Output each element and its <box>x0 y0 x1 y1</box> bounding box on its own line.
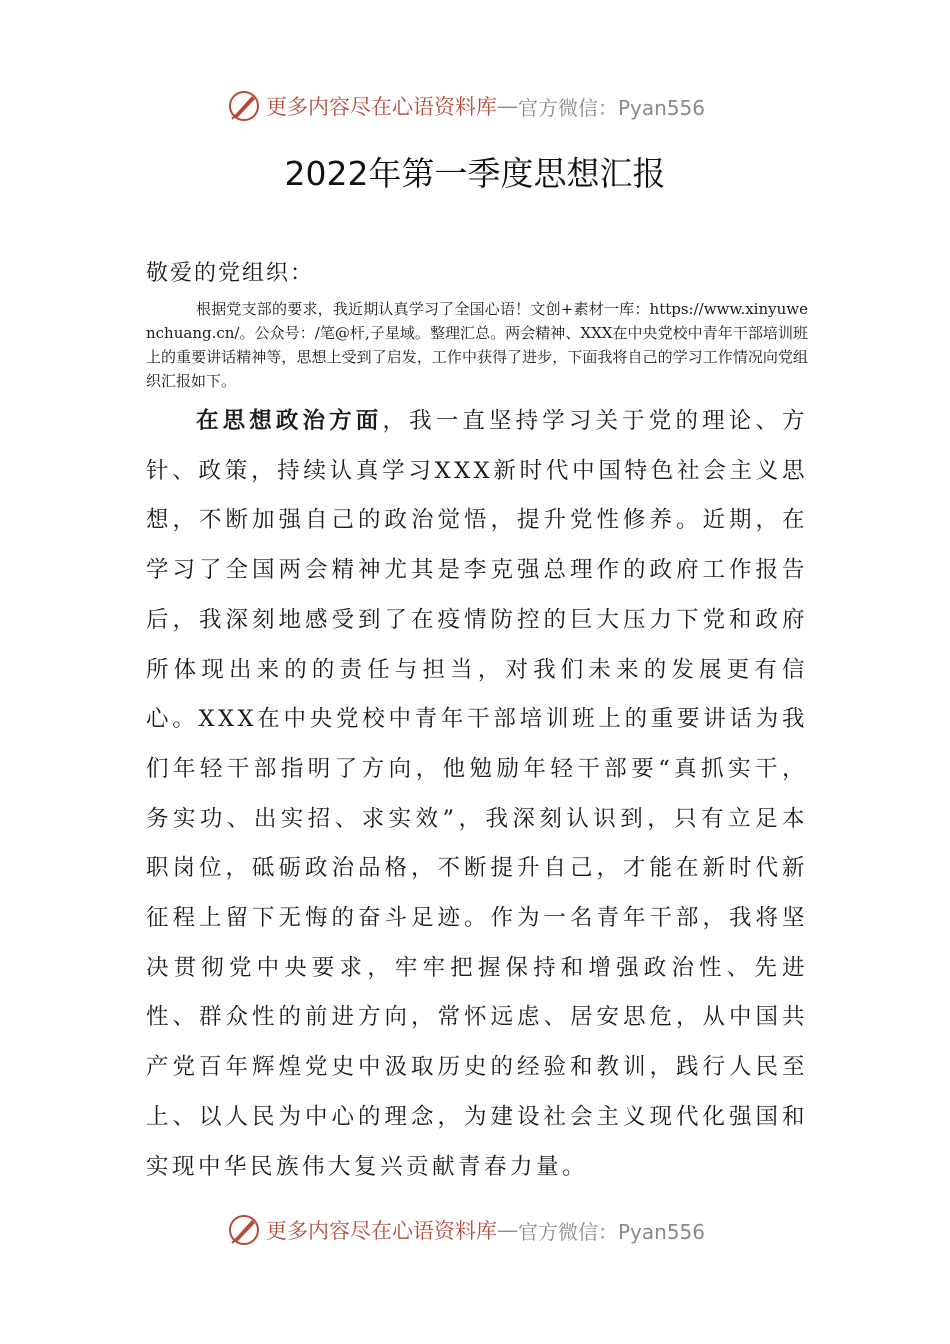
banner-wechat-text: 官方微信：Pyan556 <box>518 95 706 120</box>
quill-logo-icon <box>226 88 262 124</box>
header-watermark-banner <box>226 84 705 128</box>
footer-watermark-banner <box>226 1208 705 1252</box>
banner-brand-text: 更多内容尽在心语资料库 <box>266 95 497 119</box>
intro-paragraph: 根据党支部的要求，我近期认真学习了全国心语！文创+素材一库：https://www.xinyuwenchuang.cn/。公众号：/笔@杆,子星域。整理汇总。两会精神、XXX在中央党校中青年干部培训班上的重要讲话精神等，思想上受到了启发，工作中获得了进步，下面我将自己的学习工作情况向党组织汇报如下。 <box>146 300 808 390</box>
quill-logo-icon <box>226 1212 262 1248</box>
banner-separator: — <box>497 94 518 118</box>
banner-brand-text: 更多内容尽在心语资料库 <box>266 1219 497 1243</box>
banner-wechat-text: 官方微信：Pyan556 <box>518 1219 706 1244</box>
section-body: ，我一直坚持学习关于党的理论、方针、政策，持续认真学习XXX新时代中国特色社会主义思想，不断加强自己的政治觉悟，提升党性修养。近期，在学习了全国两会精神尤其是李克强总理作的政府工作报告后，我深刻地感受到了在疫情防控的巨大压力下党和政府所体现出来的的责任与担当，对我们未来的发展更有信心。XXX在中央党校中青年干部培训班上的重要讲话为我们年轻干部指明了方向，他勉励年轻干部要“真抓实干，务实功、出实招、求实效”，我深刻认识到，只有立足本职岗位，砥砺政治品格，不断提升自己，才能在新时代新征程上留下无悔的奋斗足迹。作为一名青年干部，我将坚决贯彻党中央要求，牢牢把握保持和增强政治性、先进性、群众性的前进方向，常怀远虑、居安思危，从中国共产党百年辉煌党史中汲取历史的经验和教训，践行人民至上、以人民为中心的理念，为建设社会主义现代化强国和实现中华民族伟大复兴贡献青春力量。 <box>146 408 808 1180</box>
banner-separator: — <box>497 1218 518 1242</box>
section-lead: 在思想政治方面 <box>196 408 383 434</box>
document-title: 2022年第一季度思想汇报 <box>284 154 666 193</box>
body-paragraph <box>146 397 808 1192</box>
salutation: 敬爱的党组织： <box>146 261 315 286</box>
